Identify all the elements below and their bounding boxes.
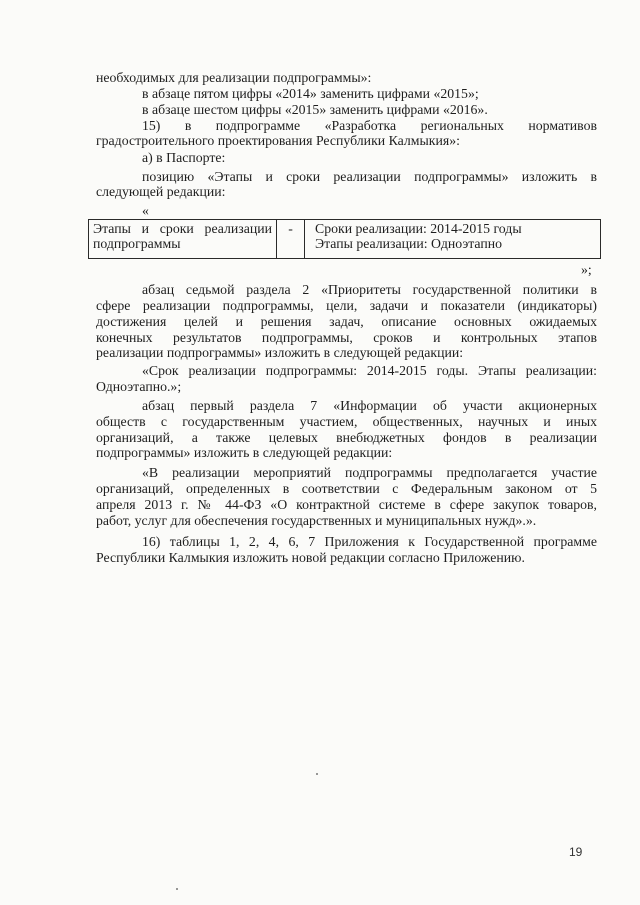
text-line: следующей редакции: (96, 184, 226, 199)
text-line: достижения целей и решения задач, описание основных ожидаемых (96, 314, 597, 329)
text-line: Одноэтапно.»; (96, 379, 182, 394)
text-line: конечных результатов подпрограммы, сроков и контрольных этапов (96, 330, 597, 345)
cell-text: подпрограммы (93, 236, 181, 251)
text-line: организаций, определенных в соответствии с Федеральным законом от 5 (96, 481, 597, 496)
text-line: в абзаце пятом цифры «2014» заменить цифрами «2015»; (142, 86, 479, 101)
text-line: градостроительного проектирования Республики Калмыкия»: (96, 133, 460, 148)
text-line: реализации подпрограммы» изложить в следующей редакции: (96, 345, 464, 360)
cell-text: Этапы реализации: Одноэтапно (315, 236, 503, 251)
cell-text: Этапы и сроки реализации (93, 221, 272, 236)
text-line: «Срок реализации подпрограммы: 2014-2015 годы. Этапы реализации: (142, 363, 597, 378)
text-line: «В реализации мероприятий подпрограммы предполагается участие (142, 465, 597, 480)
text-line: абзац первый раздела 7 «Информации об участи акционерных (142, 398, 597, 413)
text-line: 16) таблицы 1, 2, 4, 6, 7 Приложения к Государственной программе (142, 534, 597, 549)
text-line: работ, услуг для обеспечения государственных и муниципальных нужд».». (96, 513, 537, 528)
text-line: абзац седьмой раздела 2 «Приоритеты государственной политики в (142, 282, 597, 297)
text-line: а) в Паспорте: (142, 150, 226, 165)
text-line: подпрограммы» изложить в следующей редакции: (96, 445, 393, 460)
table-cell-dash: - (277, 220, 305, 258)
close-quote: »; (581, 262, 592, 277)
scan-speck (316, 773, 318, 775)
text-line: в абзаце шестом цифры «2015» заменить цифрами «2016». (142, 102, 488, 117)
page-number: 19 (569, 845, 583, 859)
text-line: апреля 2013 г. № 44-ФЗ «О контрактной системе в сфере закупок товаров, (96, 497, 597, 512)
text-line: обществ с государственным участием, общественных, научных и иных (96, 414, 597, 429)
text-line: сфере реализации подпрограммы, цели, задачи и показатели (индикаторы) (96, 298, 597, 313)
cell-text: Сроки реализации: 2014-2015 годы (315, 221, 522, 236)
table-cell-value (305, 220, 600, 260)
text-line: позицию «Этапы и сроки реализации подпрограммы» изложить в (142, 169, 597, 184)
open-quote: « (142, 203, 149, 218)
text-line: необходимых для реализации подпрограммы»: (96, 70, 372, 85)
scan-speck (176, 888, 178, 890)
text-line: организаций, а также целевых внебюджетных фондов в реализации (96, 430, 597, 445)
text-line: Республики Калмыкия изложить новой редакции согласно Приложению. (96, 550, 525, 565)
passport-table (88, 219, 601, 259)
table-cell-label (89, 220, 277, 258)
text-line: 15) в подпрограмме «Разработка региональных нормативов (142, 118, 597, 133)
